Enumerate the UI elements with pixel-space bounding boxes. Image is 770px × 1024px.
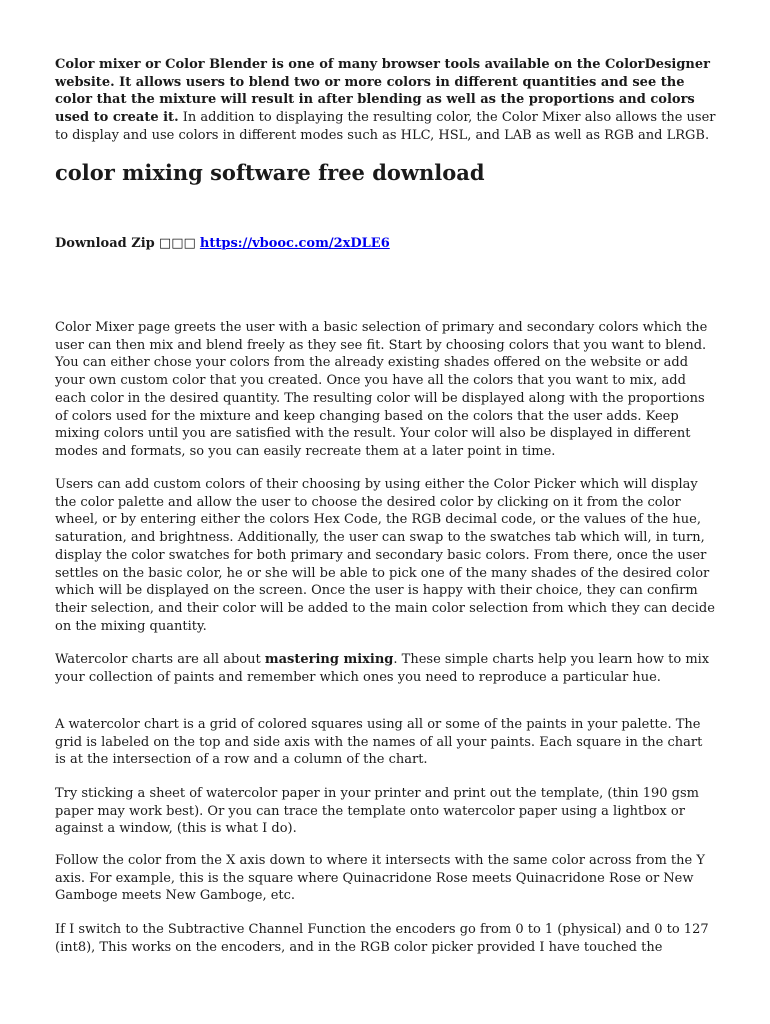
paragraph-axis: Follow the color from the X axis down to where it intersects with the same color across from the Y axis. For example, this is the square where Quinacridone Rose meets Quinacridone Rose or New Gamboge meets New Gamboge, etc. <box>55 853 705 904</box>
intro-bold-text: Color mixer or Color Blender is one of many browser tools available on the ColorDesigner website. It allows users to blend two or more colors in different quantities and see the color that the mixture will result in after blending as well as the proportions and colors used to create it. <box>55 57 710 126</box>
page-title: color mixing software free download <box>55 160 485 185</box>
p3-text-before: Watercolor charts are all about <box>55 652 265 667</box>
download-line <box>55 235 390 252</box>
intro-paragraph <box>55 56 717 145</box>
download-link[interactable]: https://vbooc.com/2xDLE6 <box>199 236 390 251</box>
paragraph-chart-grid: A watercolor chart is a grid of colored squares using all or some of the paints in your palette. The grid is labeled on the top and side axis with the names of all your paints. Each square in the chart is at the intersection of a row and a column of the chart. <box>55 717 703 768</box>
intro-text: In addition to displaying the resulting color, the Color Mixer also allows the user to display and use colors in different modes such as HLC, HSL, and LAB as well as RGB and LRGB. <box>55 110 716 143</box>
paragraph-custom-colors: Users can add custom colors of their choosing by using either the Color Picker which will display the color palette and allow the user to choose the desired color by clicking on it from the color wheel, or by entering either the colors Hex Code, the RGB decimal code, or the values of the hue, saturation, and brightness. Additionally, the user can swap to the swatches tab which will, in turn, display the color swatches for both primary and secondary basic colors. From there, once the user settles on the basic color, he or she will be able to pick one of the many shades of the desired color which will be displayed on the screen. Once the user is happy with their choice, they can confirm their selection, and their color will be added to the main color selection from which they can decide on the mixing quantity. <box>55 477 715 634</box>
paragraph-subtractive: If I switch to the Subtractive Channel Function the encoders go from 0 to 1 (physical) and 0 to 127 (int8), This works on the encoders, and in the RGB color picker provided I have touched the <box>55 922 709 955</box>
paragraph-watercolor-charts <box>55 651 717 686</box>
paragraph-template: Try sticking a sheet of watercolor paper in your printer and print out the template, (thin 190 gsm paper may work best). Or you can trace the template onto watercolor paper using a lightbox or against a window, (this is what I do). <box>55 786 699 837</box>
download-label: Download Zip <box>55 236 155 251</box>
p3-bold-text: mastering mixing <box>264 652 394 667</box>
download-glyphs: □□□ <box>158 236 196 251</box>
paragraph-color-mixer-page: Color Mixer page greets the user with a basic selection of primary and secondary colors which the user can then mix and blend freely as they see fit. Start by choosing colors that you want to blend. You can either chose your colors from the already existing shades offered on the website or add your own custom color that you created. Once you have all the colors that you want to mix, add each color in the desired quantity. The resulting color will be displayed along with the proportions of colors used for the mixture and keep changing based on the colors that the user adds. Keep mixing colors until you are satisfied with the result. Your color will also be displayed in different modes and formats, so you can easily recreate them at a later point in time. <box>55 320 708 459</box>
p3-text-after: . These simple charts help you learn how to mix your collection of paints and remember which ones you need to reproduce a particular hue. <box>55 652 710 685</box>
